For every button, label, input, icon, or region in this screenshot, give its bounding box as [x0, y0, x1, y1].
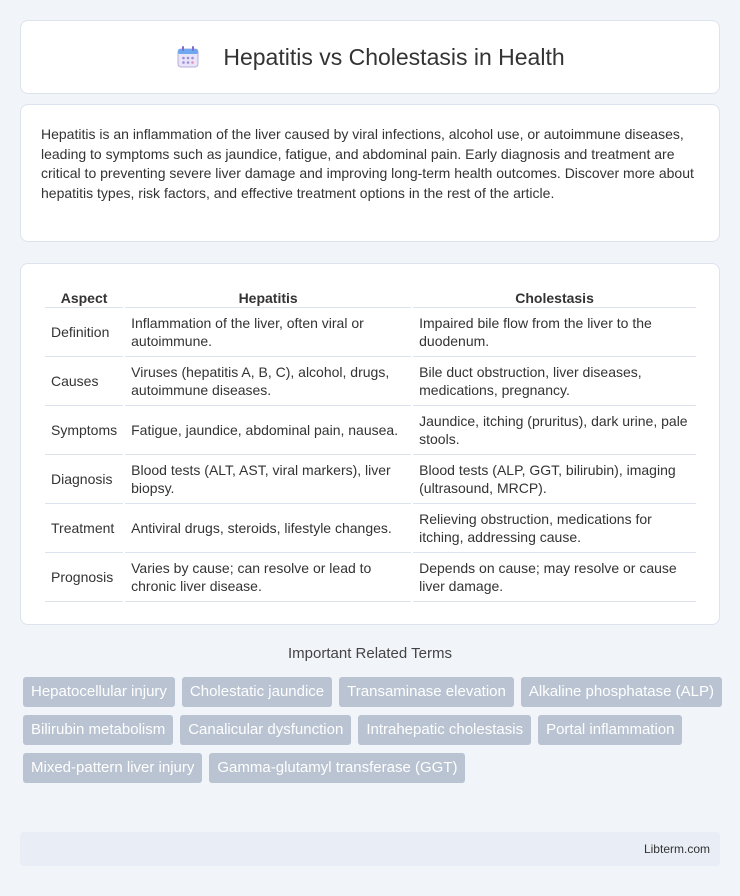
column-header: Aspect	[45, 284, 123, 308]
table-cell: Definition	[45, 308, 123, 357]
table-cell: Varies by cause; can resolve or lead to chronic liver disease.	[125, 553, 411, 602]
related-term-tag[interactable]: Gamma-glutamyl transferase (GGT)	[209, 753, 465, 783]
comparison-table	[43, 284, 698, 602]
table-row	[45, 455, 696, 504]
related-term-tag[interactable]: Transaminase elevation	[339, 677, 514, 707]
related-terms-title: Important Related Terms	[288, 645, 452, 662]
footer-link[interactable]: Libterm.com	[643, 842, 710, 856]
table-cell: Fatigue, jaundice, abdominal pain, nausea.	[125, 406, 411, 455]
table-cell: Diagnosis	[45, 455, 123, 504]
table-cell: Inflammation of the liver, often viral or autoimmune.	[125, 308, 411, 357]
table-cell: Treatment	[45, 504, 123, 553]
column-header: Cholestasis	[413, 284, 696, 308]
intro-card	[20, 104, 720, 242]
table-row	[45, 553, 696, 602]
table-cell: Antiviral drugs, steroids, lifestyle changes.	[125, 504, 411, 553]
table-cell: Relieving obstruction, medications for itching, addressing cause.	[413, 504, 696, 553]
page-header	[20, 20, 720, 94]
table-cell: Blood tests (ALP, GGT, bilirubin), imaging (ultrasound, MRCP).	[413, 455, 696, 504]
related-term-tag[interactable]: Portal inflammation	[538, 715, 682, 745]
calendar-icon	[175, 44, 201, 70]
related-term-tag[interactable]: Alkaline phosphatase (ALP)	[521, 677, 722, 707]
related-term-tag[interactable]: Intrahepatic cholestasis	[358, 715, 531, 745]
intro-text: Hepatitis is an inflammation of the liver caused by viral infections, alcohol use, or autoimmune diseases, leading to symptoms such as jaundice, fatigue, and abdominal pain. Early diagnosis and treatment are critical to preventing severe liver damage and improving long-term health outcomes. Discover more about hepatitis types, risk factors, and effective treatment options in the rest of the article.	[41, 126, 694, 201]
related-term-tag[interactable]: Mixed-pattern liver injury	[23, 753, 202, 783]
table-row	[45, 357, 696, 406]
column-header: Hepatitis	[125, 284, 411, 308]
table-cell: Blood tests (ALT, AST, viral markers), liver biopsy.	[125, 455, 411, 504]
table-row	[45, 406, 696, 455]
table-cell: Depends on cause; may resolve or cause liver damage.	[413, 553, 696, 602]
table-row	[45, 308, 696, 357]
related-term-tag[interactable]: Hepatocellular injury	[23, 677, 175, 707]
table-row	[45, 504, 696, 553]
table-cell: Viruses (hepatitis A, B, C), alcohol, drugs, autoimmune diseases.	[125, 357, 411, 406]
related-terms-list	[23, 677, 723, 783]
table-cell: Causes	[45, 357, 123, 406]
related-term-tag[interactable]: Cholestatic jaundice	[182, 677, 332, 707]
table-cell: Bile duct obstruction, liver diseases, medications, pregnancy.	[413, 357, 696, 406]
footer	[20, 832, 720, 866]
table-cell: Prognosis	[45, 553, 123, 602]
table-header-row	[45, 284, 696, 308]
related-term-tag[interactable]: Canalicular dysfunction	[180, 715, 351, 745]
table-cell: Impaired bile flow from the liver to the duodenum.	[413, 308, 696, 357]
table-cell: Jaundice, itching (pruritus), dark urine, pale stools.	[413, 406, 696, 455]
related-term-tag[interactable]: Bilirubin metabolism	[23, 715, 173, 745]
page-title: Hepatitis vs Cholestasis in Health	[223, 43, 565, 70]
table-cell: Symptoms	[45, 406, 123, 455]
comparison-card	[20, 263, 720, 625]
